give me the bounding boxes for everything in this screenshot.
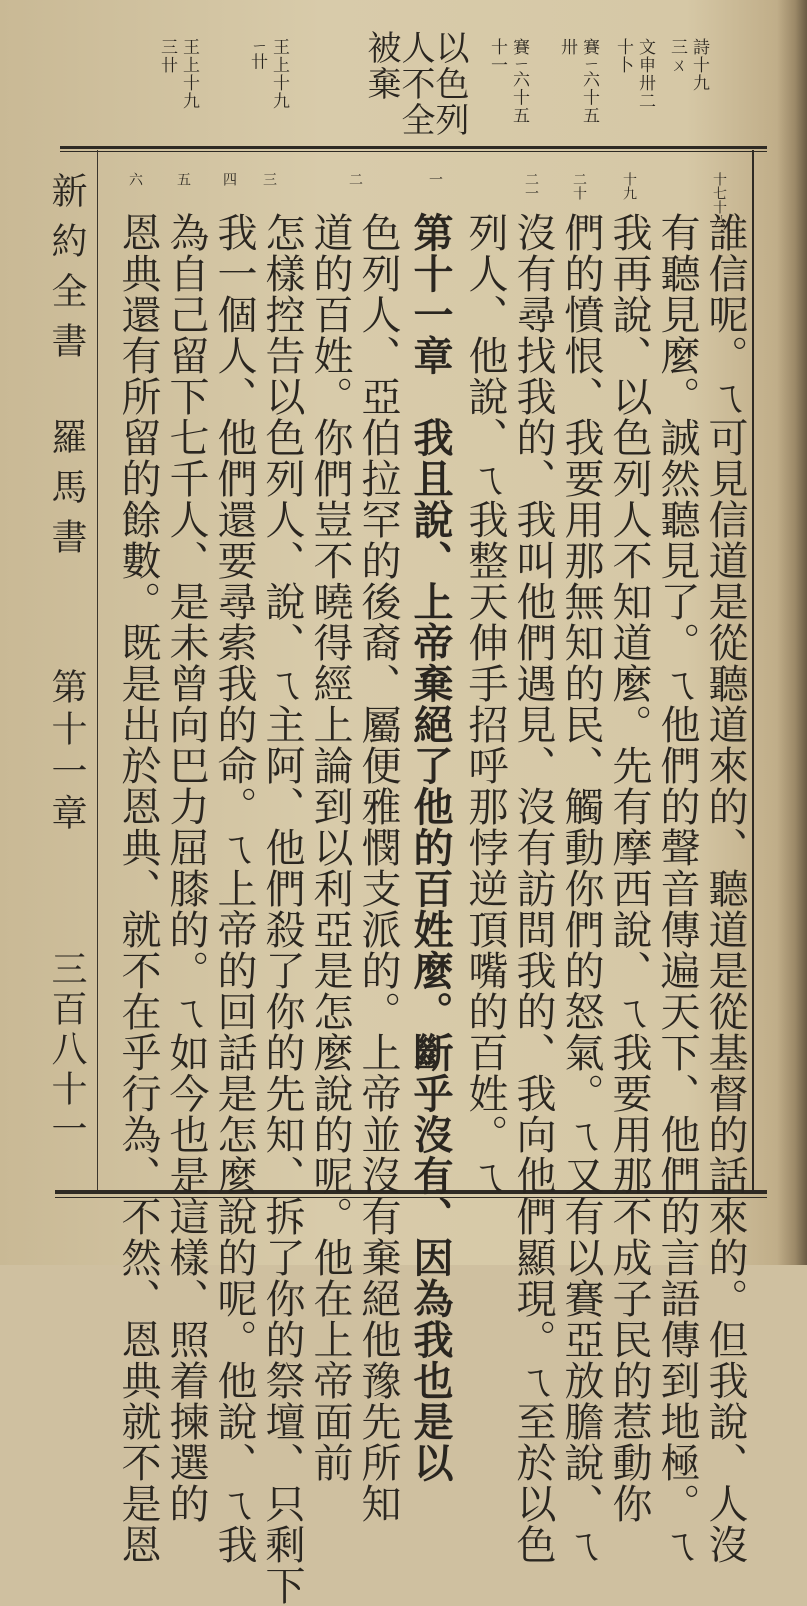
verse-marker: 十九 [621,172,637,200]
text-column-5: 沒有尋找我的、我叫他們遇見、沒有訪問我的、我向他們顯現。ㄟ至於以色 [510,212,556,1565]
verse-marker: 五 [175,172,191,186]
cross-ref-2-sub: 十卜 [613,38,633,74]
verse-marker: 一 [427,172,443,186]
cross-ref-5-sub: ㄧ卄 [247,38,267,71]
page-edge-shadow [777,0,807,1265]
text-column-11: 我一個人、他們還要尋索我的命。ㄟ上帝的回話是怎麼說的呢。他說、ㄟ我 [211,212,257,1565]
chapter-heading-column: 第十一章 我且說、上帝棄絕了他的百姓麼。斷乎沒有、因為我也是以 [407,212,454,1483]
cross-ref-1-sub: 三ㄨ [667,38,687,74]
cross-ref-3: 賽ㄧ六十五 [579,38,599,125]
verse-marker: 六 [127,172,143,186]
page-number: 三百八十一 [46,950,87,1150]
text-column-13: 恩典還有所留的餘數。既是出於恩典、就不在乎行為、不然、恩典就不是恩 [115,212,161,1565]
text-column-2: 有聽見麼。誠然聽見了。ㄟ他們的聲音傳遍天下、他們的言語傳到地極。ㄟ [654,212,700,1565]
text-column-12: 為自己留下七千人、是未曾向巴力屈膝的。ㄟ如今也是這樣、照着揀選的 [163,212,209,1524]
text-column-4: 們的憤恨、我要用那無知的民、觸動你們的怒氣。ㄟ又有以賽亞放膽說、ㄟ [558,212,604,1565]
text-column-3: 我再說、以色列人不知道麼。先有摩西說、ㄟ我要用那不成子民的惹動你 [606,212,652,1524]
text-column-9: 道的百姓。你們豈不曉得經上論到以利亞是怎麼說的呢。他在上帝面前 [307,212,353,1483]
cross-ref-3-sub: 卅 [557,38,577,56]
top-rule-thin [60,151,767,152]
frame-left-line [97,150,98,1190]
verse-marker: 二十 [571,172,587,200]
text-column-1: 誰信呢。ㄟ可見信道是從聽道來的、聽道是從基督的話來的。但我說、人沒 [702,212,748,1565]
margin-note-1: 以色列 [429,30,469,138]
cross-ref-4: 賽ㄧ六十五 [509,38,529,125]
cross-ref-2: 文申卅二 [635,38,655,110]
cross-ref-5: 王上十九 [269,38,289,110]
cross-ref-6: 王上十九 [179,38,199,110]
text-column-10: 怎樣控告以色列人、說、ㄟ主阿、他們殺了你的先知、拆了你的祭壇、只剩下 [259,212,305,1606]
frame-right-line [752,150,754,1190]
verse-marker: 四 [221,172,237,186]
text-column-6: 列人、他說、ㄟ我整天伸手招呼那悖逆頂嘴的百姓。ㄟ [462,212,508,1196]
running-head-chapter: 第十一章 [46,668,87,836]
verse-marker: 十七十八 [711,172,727,228]
running-head-book: 新約全書 [46,172,87,372]
margin-note-2: 人不全 [395,30,435,138]
cross-ref-4-sub: 十一 [487,38,507,74]
cross-ref-6-sub: 三卄 [157,38,177,74]
text-column-8: 色列人、亞伯拉罕的後裔、屬便雅憫支派的。上帝並沒有棄絕他豫先所知 [355,212,401,1524]
cross-ref-1: 詩十九 [689,38,709,92]
verse-marker: 三 [261,172,277,186]
top-rule [60,146,767,149]
running-head-title: 羅馬書 [46,418,87,568]
margin-note-3: 被棄 [361,30,401,102]
verse-marker: 二 [347,172,363,186]
verse-marker: 二一 [523,172,539,200]
